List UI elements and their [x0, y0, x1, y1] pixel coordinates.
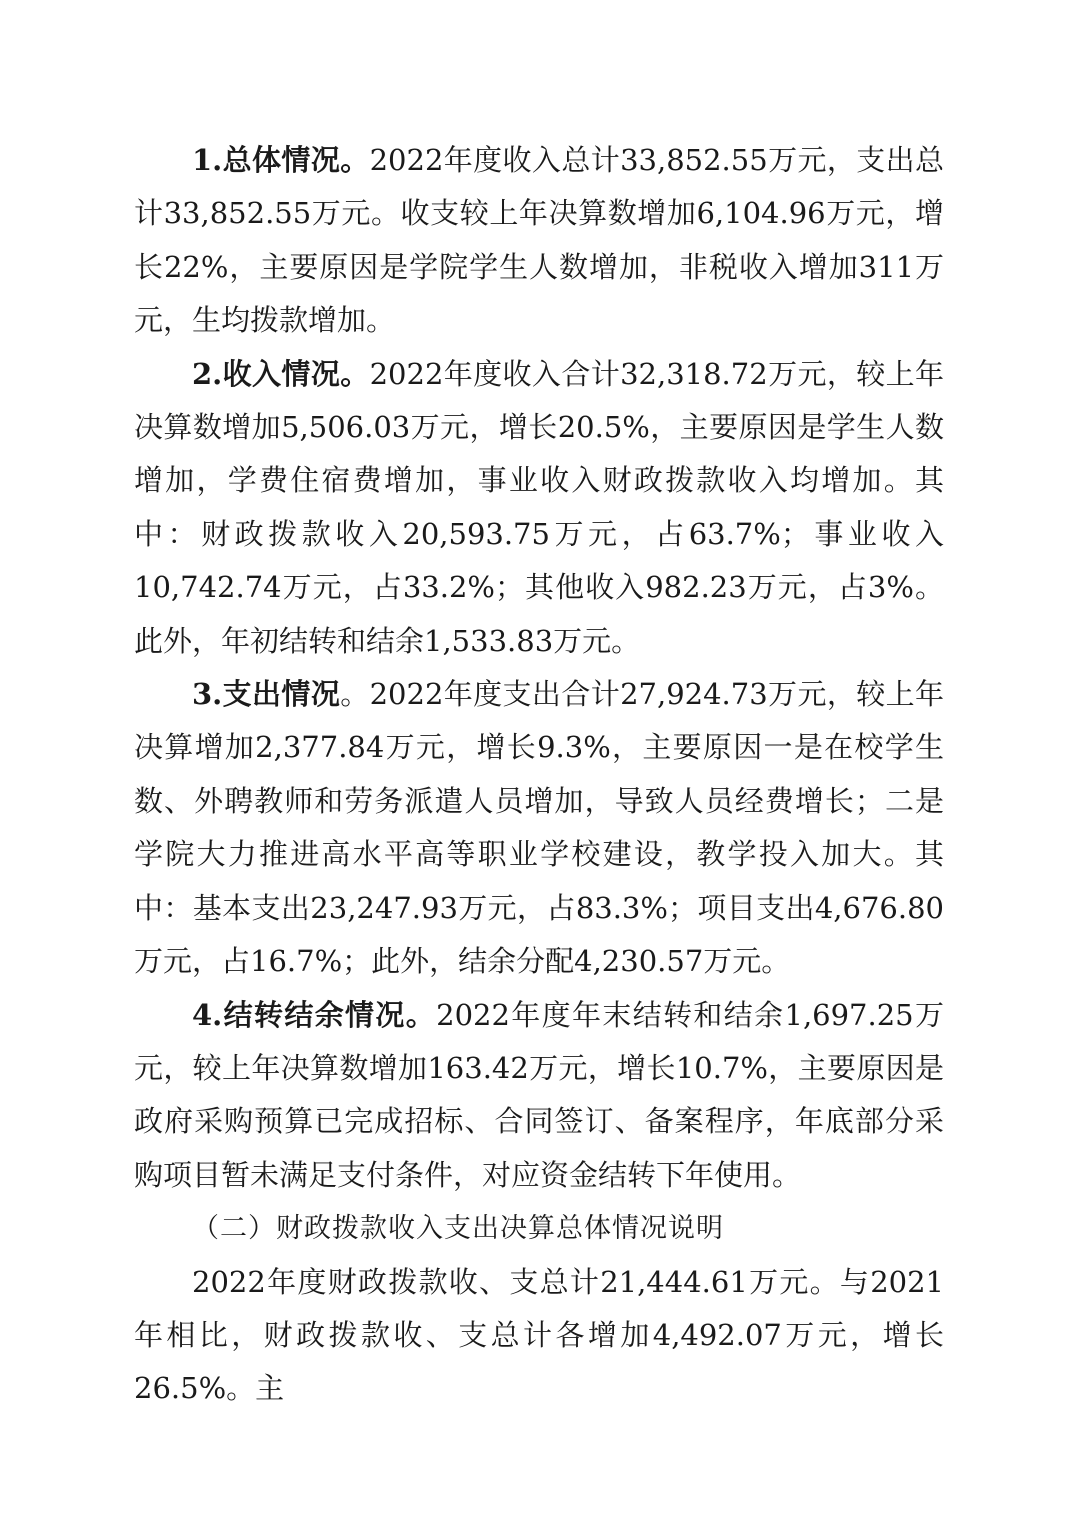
- text-overall: 2022年度收入总计33,852.55万元，支出总计33,852.55万元。收支较上年决算数增加6,104.96万元，增长22%，主要原因是学院学生人数增加，非税收入增加311万元，生均拨款增加。: [134, 143, 944, 338]
- heading-income: 2.收入情况。: [192, 356, 370, 391]
- paragraph-fiscal-total: 2022年度财政拨款收、支总计21,444.61万元。与2021年相比，财政拨款收、支总计各增加4,492.07万元，增长26.5%。主: [134, 1264, 944, 1406]
- text-income: 2022年度收入合计32,318.72万元，较上年决算数增加5,506.03万元，增长20.5%，主要原因是学生人数增加，学费住宿费增加，事业收入财政拨款收入均增加。其中：财政拨款收入20,593.75万元，占63.7%；事业收入10,742.74万元，占33.2%；其他收入982.23万元，占3%。此外，年初结转和结余1,533.83万元。: [134, 356, 944, 658]
- heading-expenditure: 3.支出情况: [192, 677, 341, 712]
- paragraph-expenditure: [134, 668, 944, 988]
- paragraph-income: [134, 348, 944, 668]
- document-body: [134, 134, 944, 1416]
- text-expenditure: 。2022年度支出合计27,924.73万元，较上年决算增加2,377.84万元，增长9.3%，主要原因一是在校学生数、外聘教师和劳务派遣人员增加，导致人员经费增长；二是学院大力推进高水平高等职业学校建设，教学投入加大。其中：基本支出23,247.93万元，占83.3%；项目支出4,676.80万元，占16.7%；此外，结余分配4,230.57万元。: [134, 677, 944, 979]
- heading-carryover: 4.结转结余情况。: [192, 997, 437, 1032]
- text-carryover: 2022年度年末结转和结余1,697.25万元，较上年决算数增加163.42万元，增长10.7%，主要原因是政府采购预算已完成招标、合同签订、备案程序，年底部分采购项目暂未满足支付条件，对应资金结转下年使用。: [134, 997, 944, 1192]
- heading-overall: 1.总体情况。: [192, 143, 370, 177]
- paragraph-carryover: [134, 989, 944, 1203]
- paragraph-overall: [134, 134, 944, 348]
- subsection-title: （二）财政拨款收入支出决算总体情况说明: [192, 1213, 724, 1245]
